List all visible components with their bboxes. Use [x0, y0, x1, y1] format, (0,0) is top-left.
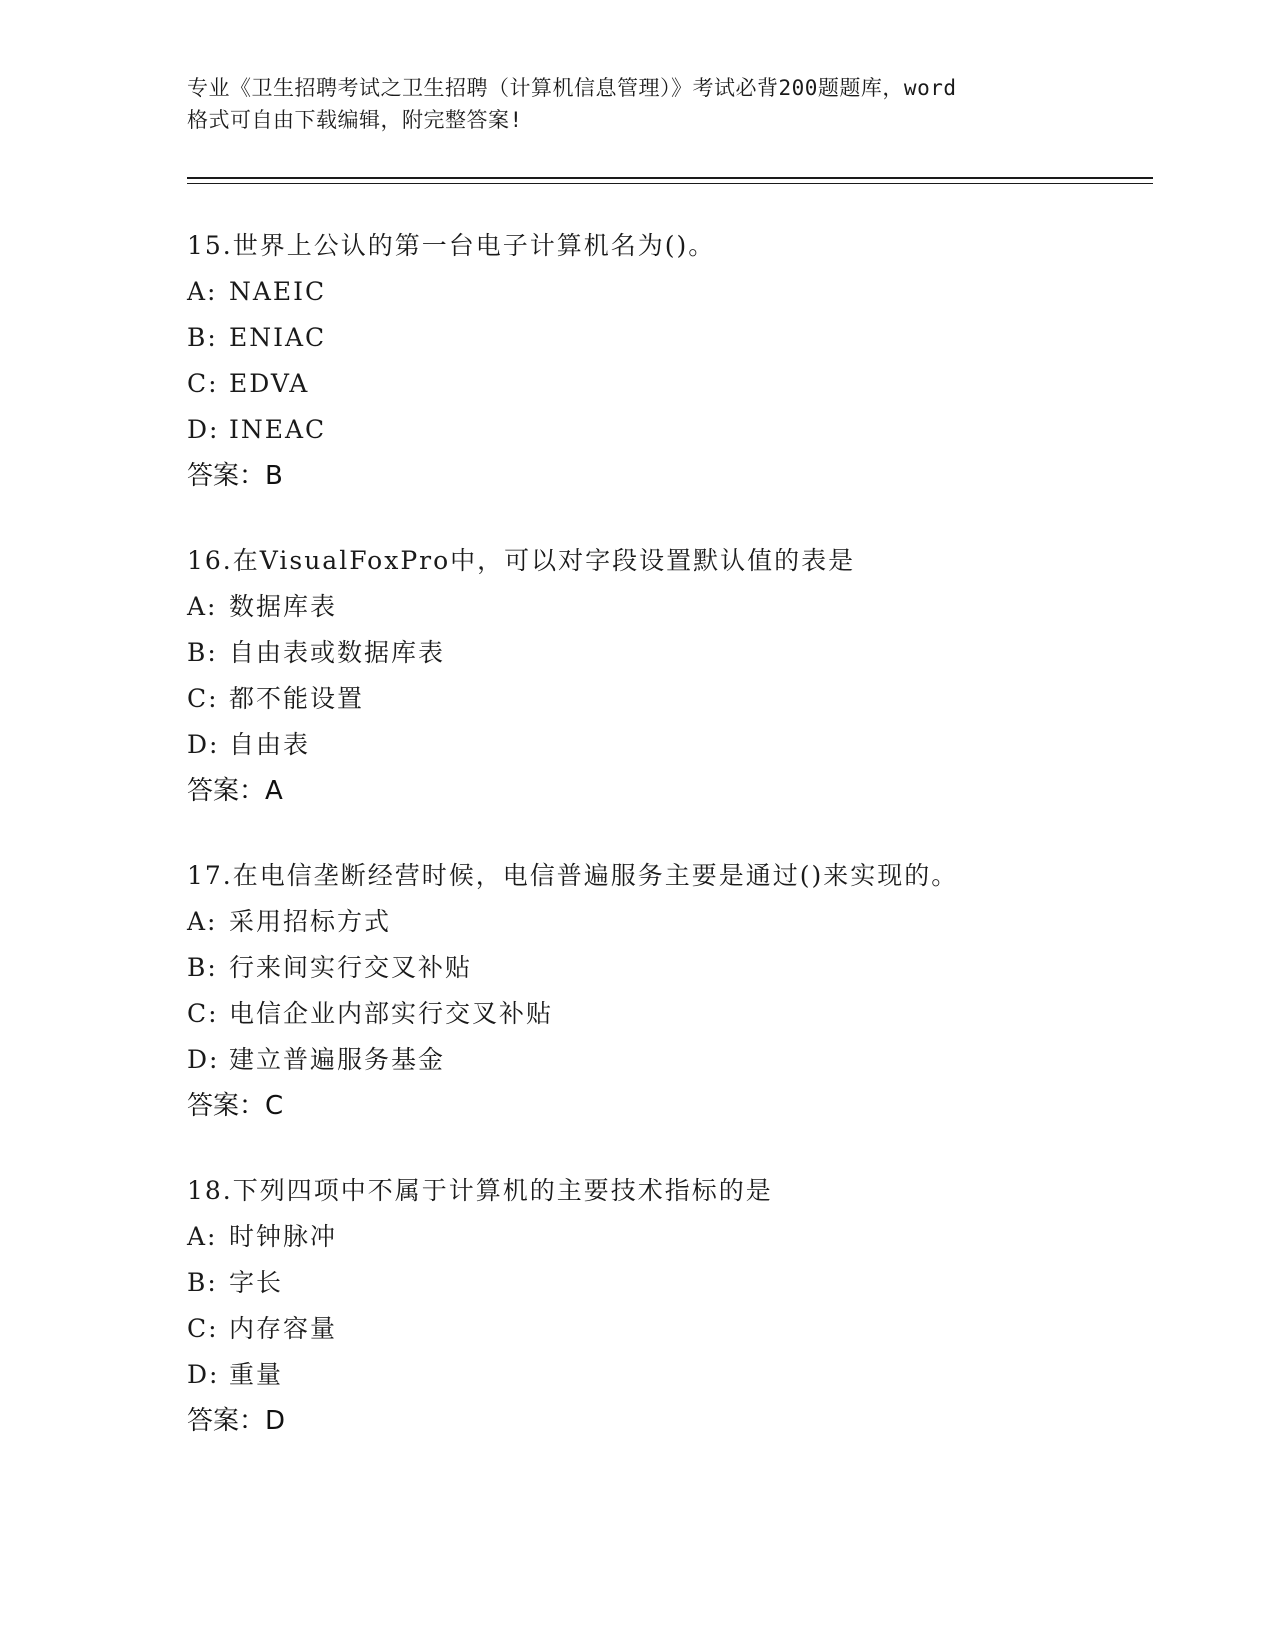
option-letter: B: [187, 638, 218, 667]
option-b [187, 1260, 1137, 1306]
option-text: INEAC [229, 415, 327, 444]
option-a [187, 584, 1137, 630]
option-c [187, 1306, 1137, 1352]
option-letter: A: [187, 277, 218, 306]
answer-line: 答案：C [187, 1091, 284, 1121]
option-letter: D: [187, 1360, 220, 1389]
answer-line: 答案：D [187, 1406, 286, 1436]
option-letter: D: [187, 415, 220, 444]
option-text: 采用招标方式 [229, 907, 392, 936]
option-c [187, 991, 1137, 1037]
option-text: 都不能设置 [229, 684, 365, 713]
option-text: 自由表或数据库表 [229, 638, 446, 667]
option-text: 时钟脉冲 [229, 1222, 338, 1251]
header-line-2: 格式可自由下载编辑，附完整答案! [187, 108, 523, 132]
question-block [187, 1168, 1137, 1444]
option-letter: A: [187, 592, 218, 621]
option-text: 行来间实行交叉补贴 [229, 953, 473, 982]
option-letter: B: [187, 1268, 218, 1297]
option-d [187, 722, 1137, 768]
option-a [187, 269, 1137, 315]
option-letter: D: [187, 730, 220, 759]
question-title: 16.在VisualFoxPro中，可以对字段设置默认值的表是 [187, 546, 856, 575]
header-divider-thin [187, 183, 1153, 184]
option-d [187, 1037, 1137, 1083]
option-d [187, 1352, 1137, 1398]
option-c [187, 361, 1137, 407]
option-letter: A: [187, 907, 218, 936]
option-letter: C: [187, 999, 219, 1028]
question-block [187, 223, 1137, 499]
option-letter: B: [187, 323, 218, 352]
question-title: 17.在电信垄断经营时候，电信普遍服务主要是通过()来实现的。 [187, 861, 959, 890]
answer-line: 答案：B [187, 461, 283, 491]
option-a [187, 1214, 1137, 1260]
option-letter: C: [187, 1314, 219, 1343]
document-header [187, 72, 1087, 136]
header-line-1: 专业《卫生招聘考试之卫生招聘（计算机信息管理）》考试必背200题题库，word [187, 76, 957, 100]
option-letter: C: [187, 369, 219, 398]
option-letter: C: [187, 684, 219, 713]
option-text: 数据库表 [229, 592, 338, 621]
option-b [187, 630, 1137, 676]
question-title: 18.下列四项中不属于计算机的主要技术指标的是 [187, 1176, 773, 1205]
option-b [187, 945, 1137, 991]
question-title: 15.世界上公认的第一台电子计算机名为()。 [187, 231, 716, 260]
option-d [187, 407, 1137, 453]
answer-line: 答案：A [187, 776, 283, 806]
question-block [187, 853, 1137, 1129]
option-text: 自由表 [229, 730, 311, 759]
option-a [187, 899, 1137, 945]
option-text: EDVA [229, 369, 310, 398]
option-text: NAEIC [229, 277, 327, 306]
option-text: 建立普遍服务基金 [229, 1045, 446, 1074]
option-b [187, 315, 1137, 361]
question-block [187, 538, 1137, 814]
option-text: 重量 [229, 1360, 284, 1389]
option-text: ENIAC [229, 323, 327, 352]
option-text: 电信企业内部实行交叉补贴 [229, 999, 554, 1028]
option-c [187, 676, 1137, 722]
option-text: 字长 [229, 1268, 284, 1297]
option-text: 内存容量 [229, 1314, 338, 1343]
option-letter: A: [187, 1222, 218, 1251]
header-divider-thick [187, 177, 1153, 179]
option-letter: B: [187, 953, 218, 982]
option-letter: D: [187, 1045, 220, 1074]
